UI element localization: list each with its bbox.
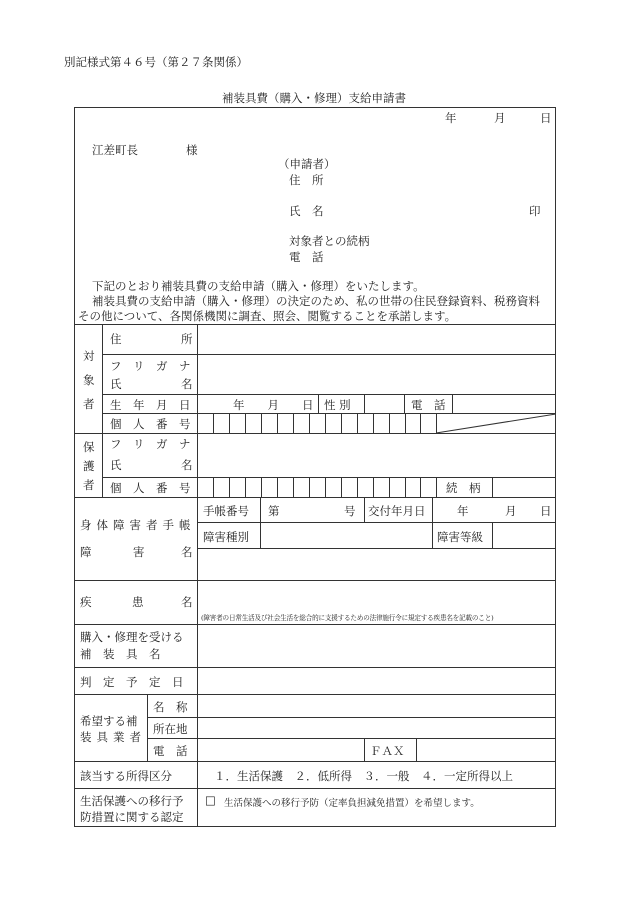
digit-box [373, 413, 374, 433]
vendor-label-line1: 希望する補 [80, 714, 138, 728]
guardian-name-b: 名 [181, 458, 193, 472]
device-label-line1: 購入・修理を受ける [80, 630, 184, 644]
digit-box [277, 477, 278, 497]
col-line [364, 394, 365, 413]
guardian-personal-number-label: 個 人 番 号 [110, 481, 191, 495]
disability-type-label: 障害種別 [203, 530, 249, 544]
vendor-phone-label: 電 話 [153, 744, 188, 758]
digit-box [357, 413, 358, 433]
row-line [102, 477, 556, 478]
applicant-phone-label: 電 話 [289, 250, 324, 264]
guardian-group-3: 者 [83, 478, 95, 492]
frame-top [74, 107, 556, 108]
digit-box [420, 477, 421, 497]
disease-note: (障害者の日常生活及び社会生活を総合的に支援するための法律施行令に規定する疾患名を記載のこと) [201, 614, 494, 622]
row-line [74, 497, 556, 498]
frame-bottom [74, 826, 556, 827]
row-line [74, 667, 556, 668]
col-line [404, 394, 405, 413]
row-line [74, 624, 556, 625]
subject-group-2: 象 [83, 373, 95, 387]
welfare-checkbox[interactable]: □ [205, 793, 216, 807]
issue-date-day: 日 [540, 504, 552, 518]
row-line [147, 717, 556, 718]
subject-personal-number-label: 個 人 番 号 [110, 417, 191, 431]
vendor-fax-label: ＦＡＸ [370, 744, 405, 758]
welfare-label-line1: 生活保護への移行予 [80, 794, 184, 808]
addressee-town: 江差町長 [92, 143, 138, 157]
device-label-line2: 補 装 具 名 [80, 647, 161, 661]
col-line [416, 738, 417, 761]
row-line [74, 788, 556, 789]
digit-box [245, 477, 246, 497]
subject-birth-label: 生 年 月 日 [110, 398, 191, 412]
applicant-header: （申請者） [278, 157, 336, 171]
digit-box [389, 477, 390, 497]
subject-group-3: 者 [83, 397, 95, 411]
issue-date-month: 月 [505, 504, 517, 518]
subject-phone-label: 電 話 [411, 398, 446, 412]
digit-box [293, 477, 294, 497]
row-line [74, 580, 556, 581]
digit-box [277, 413, 278, 433]
row-line [74, 324, 556, 325]
row-line [197, 522, 556, 523]
col-line [260, 497, 261, 522]
row-line [102, 394, 556, 395]
subject-name-a: 氏 [110, 377, 122, 391]
subject-furigana-label: フ リ ガ ナ [110, 359, 191, 373]
digit-box [389, 413, 390, 433]
handbook-dai: 第 [268, 504, 280, 518]
digit-box [405, 477, 406, 497]
applicant-relation-label: 対象者との続柄 [289, 234, 370, 248]
guardian-group-1: 保 [83, 440, 95, 454]
date-year: 年 [445, 111, 457, 125]
disease-label-b: 患 [132, 595, 144, 609]
digit-box [373, 477, 374, 497]
subject-name-b: 名 [181, 377, 193, 391]
welfare-text: 生活保護への移行予防（定率負担減免措置）を希望します。 [224, 798, 480, 809]
form-title: 補装具費（購入・修理）支給申請書 [222, 91, 406, 105]
date-day: 日 [540, 111, 552, 125]
statement-line-3: その他について、各関係機関に調査、照会、閲覧することを承諾します。 [78, 309, 457, 323]
frame-left [74, 107, 75, 827]
digit-box [405, 413, 406, 433]
applicant-name-label: 氏 名 [289, 204, 324, 218]
handbook-issue-date-label: 交付年月日 [368, 504, 426, 518]
digit-box [229, 477, 230, 497]
handbook-number-label: 手帳番号 [203, 504, 249, 518]
subject-birth-value: 年 月 日 [233, 398, 314, 412]
income-label: 該当する所得区分 [80, 769, 172, 783]
digit-box [436, 477, 437, 497]
guardian-relation-label: 続 柄 [446, 481, 481, 495]
col-line [318, 394, 319, 413]
disease-label-c: 名 [181, 595, 193, 609]
row-line [197, 548, 556, 549]
disability-name-b: 害 [133, 545, 145, 559]
col-line [452, 394, 453, 413]
col-line [492, 522, 493, 548]
col-line [492, 477, 493, 497]
col-line [197, 324, 198, 827]
digit-box [341, 413, 342, 433]
digit-box [357, 477, 358, 497]
handbook-go: 号 [344, 504, 356, 518]
row-line [102, 354, 556, 355]
statement-line-1: 下記のとおり補装具費の支給申請（購入・修理）をいたします。 [92, 279, 425, 293]
judgement-date-label: 判 定 予 定 日 [80, 675, 184, 689]
vendor-location-label: 所在地 [153, 722, 188, 736]
col-line [364, 738, 365, 761]
vendor-label-line2: 装具業者 [80, 730, 146, 744]
digit-box [261, 477, 262, 497]
col-line [147, 694, 148, 761]
digit-box [420, 413, 421, 433]
row-line [147, 738, 556, 739]
row-line [74, 761, 556, 762]
digit-box [261, 413, 262, 433]
guardian-furigana-label: フ リ ガ ナ [110, 437, 191, 451]
income-options: １．生活保護 ２．低所得 ３．一般 ４．一定所得以上 [214, 769, 513, 783]
digit-box [341, 477, 342, 497]
digit-box [309, 477, 310, 497]
subject-address-b: 所 [181, 332, 193, 346]
guardian-name-a: 氏 [110, 458, 122, 472]
col-line [432, 497, 433, 548]
col-line [260, 522, 261, 548]
col-line [364, 497, 365, 522]
issue-date-year: 年 [457, 504, 469, 518]
disability-grade-label: 障害等級 [437, 530, 483, 544]
col-line [102, 324, 103, 497]
welfare-label-line2: 防措置に関する認定 [80, 810, 184, 824]
subject-address-a: 住 [110, 332, 122, 346]
statement-line-2: 補装具費の支給申請（購入・修理）の決定のため、私の世帯の住民登録資料、税務資料 [92, 294, 541, 308]
digit-box [293, 413, 294, 433]
subject-group-1: 対 [83, 349, 95, 363]
digit-box [325, 477, 326, 497]
subject-sex-label: 性 別 [324, 398, 351, 412]
vendor-name-label: 名 称 [153, 700, 188, 714]
addressee-honorific: 様 [186, 143, 198, 157]
digit-box [245, 413, 246, 433]
digit-box [213, 413, 214, 433]
digit-box [325, 413, 326, 433]
handbook-label: 身体障害者手帳 [80, 518, 196, 532]
digit-box [213, 477, 214, 497]
disease-label-a: 疾 [80, 595, 92, 609]
guardian-group-2: 護 [83, 459, 95, 473]
digit-box [229, 413, 230, 433]
disability-name-c: 名 [181, 545, 193, 559]
form-number: 別記様式第４６号（第２７条関係） [64, 55, 248, 69]
seal-mark: 印 [529, 204, 541, 218]
disability-name-a: 障 [80, 545, 92, 559]
diagonal-strike [436, 413, 556, 434]
date-month: 月 [494, 111, 506, 125]
digit-box [309, 413, 310, 433]
applicant-address-label: 住 所 [289, 173, 324, 187]
frame-right [555, 107, 556, 827]
